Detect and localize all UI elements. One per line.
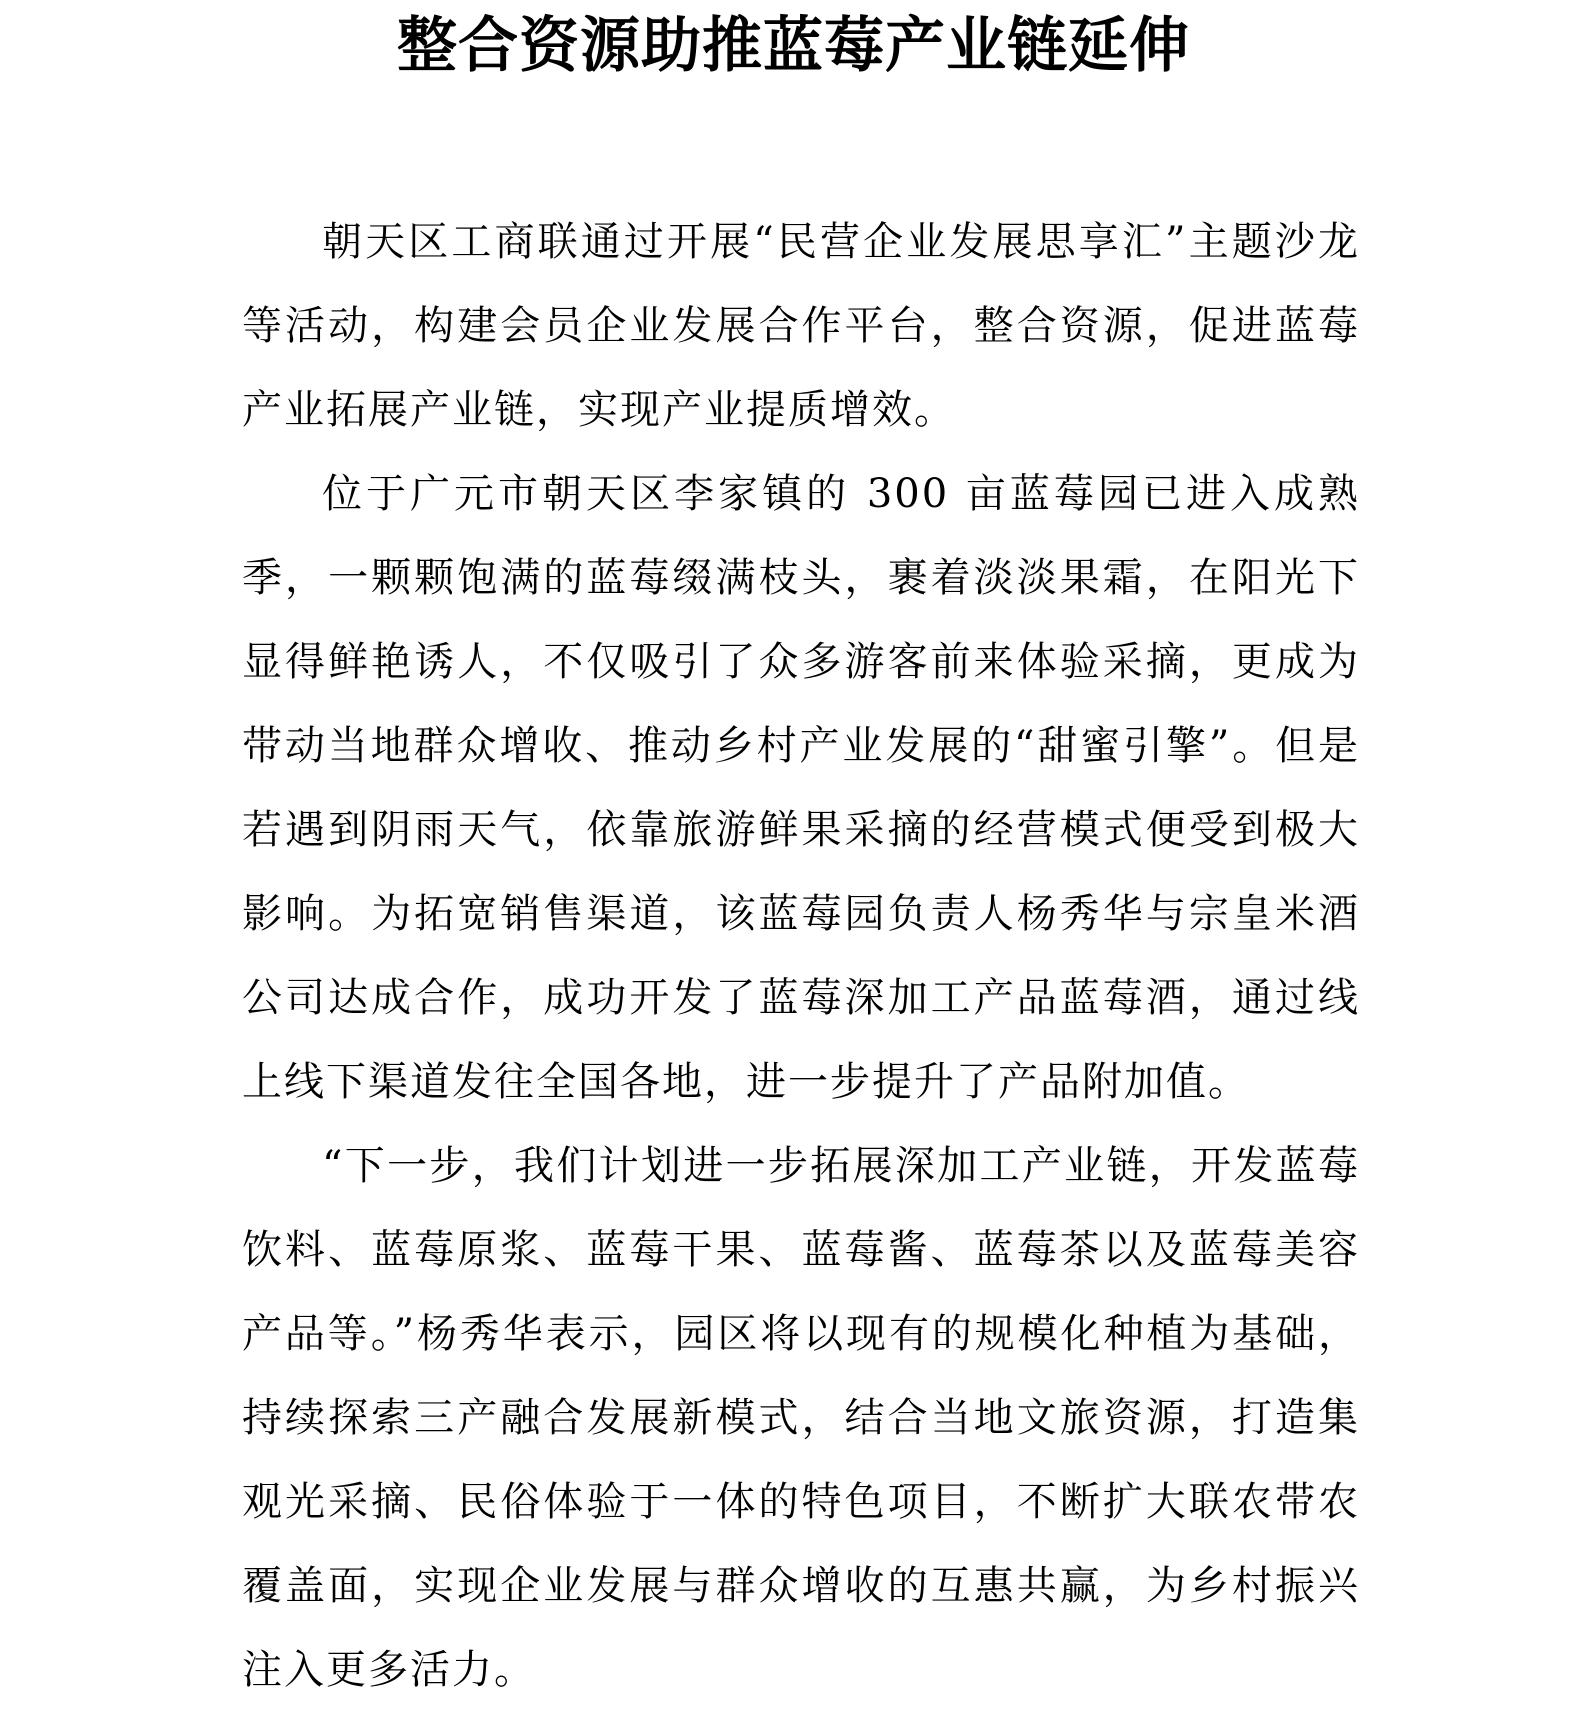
article-title: 整合资源助推蓝莓产业链延伸 [397,11,1190,81]
paragraph-1: 朝天区工商联通过开展“民营企业发展思享汇”主题沙龙等活动，构建会员企业发展合作平台，整合资源，促进蓝莓产业拓展产业链，实现产业提质增效。 [242,219,1360,433]
paragraph-2: 位于广元市朝天区李家镇的 300 亩蓝莓园已进入成熟季，一颗颗饱满的蓝莓缀满枝头，裹着淡淡果霜，在阳光下显得鲜艳诱人，不仅吸引了众多游客前来体验采摘，更成为带动当地群众增收、推动乡村产业发展的“甜蜜引擎”。但是若遇到阴雨天气，依靠旅游鲜果采摘的经营模式便受到极大影响。为拓宽销售渠道，该蓝莓园负责人杨秀华与宗皇米酒公司达成合作，成功开发了蓝莓深加工产品蓝莓酒，通过线上线下渠道发往全国各地，进一步提升了产品附加值。 [242,471,1360,1105]
article-body [242,200,1360,1712]
paragraph-3: “下一步，我们计划进一步拓展深加工产业链，开发蓝莓饮料、蓝莓原浆、蓝莓干果、蓝莓酱、蓝莓茶以及蓝莓美容产品等。”杨秀华表示，园区将以现有的规模化种植为基础，持续探索三产融合发展新模式，结合当地文旅资源，打造集观光采摘、民俗体验于一体的特色项目，不断扩大联农带农覆盖面，实现企业发展与群众增收的互惠共赢，为乡村振兴注入更多活力。 [242,1143,1360,1693]
